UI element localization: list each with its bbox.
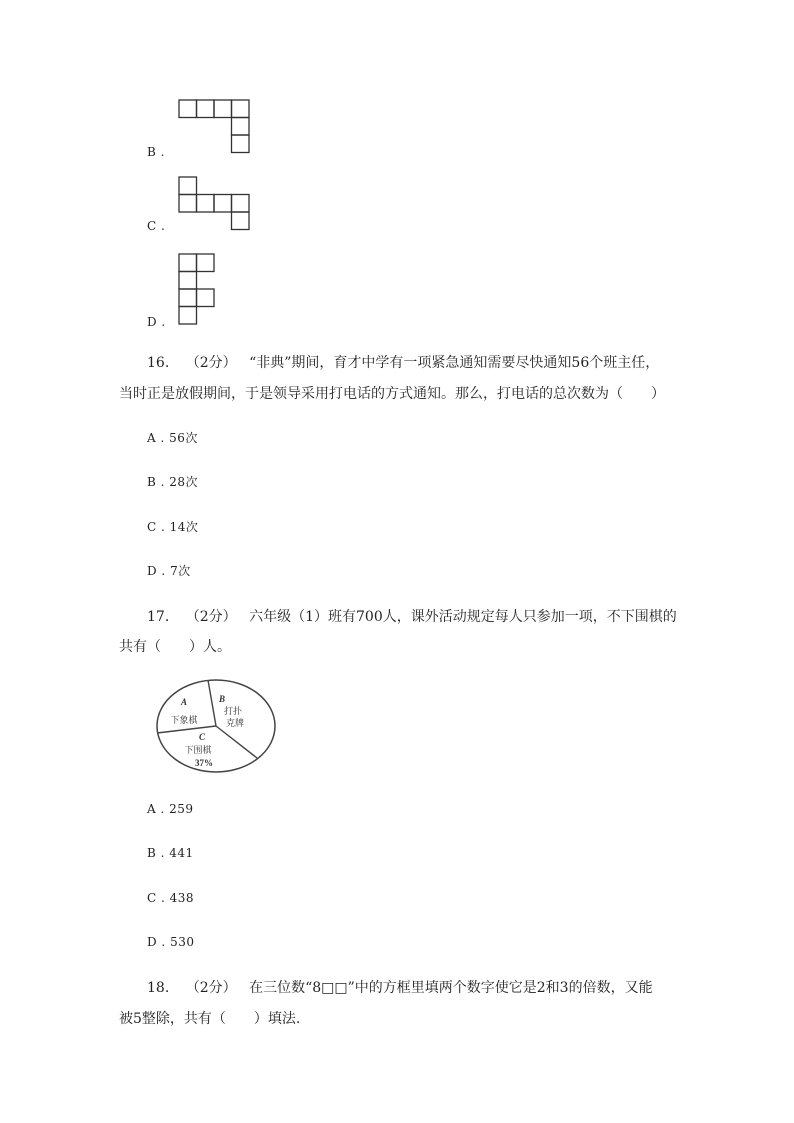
q16-points: （2分） bbox=[185, 355, 237, 371]
q17-option-c[interactable]: C . 438 bbox=[147, 891, 195, 905]
q16-option-b[interactable]: B . 28次 bbox=[147, 475, 199, 489]
net-b-square bbox=[214, 100, 232, 118]
pie-divider bbox=[216, 726, 257, 758]
net-c-square bbox=[197, 195, 215, 213]
activity-pie-chart bbox=[154, 676, 278, 776]
pie-b-letter: B bbox=[218, 694, 226, 704]
q16-option-a[interactable]: A . 56次 bbox=[147, 431, 198, 445]
net-c-square bbox=[179, 195, 197, 213]
net-b-square bbox=[179, 100, 197, 118]
q16-option-c[interactable]: C . 14次 bbox=[147, 520, 199, 534]
q17-option-d[interactable]: D . 530 bbox=[147, 935, 195, 949]
net-d-square bbox=[197, 254, 215, 272]
q17-text-line2: 共有（ ）人。 bbox=[119, 639, 231, 655]
q16-option-d[interactable]: D . 7次 bbox=[147, 564, 191, 578]
option-b-label: B . bbox=[147, 145, 165, 159]
q18-number: 18. bbox=[147, 980, 170, 996]
q16-text-line2: 当时正是放假期间，于是领导采用打电话的方式通知。那么，打电话的总次数为（ ） bbox=[119, 386, 665, 402]
q18-text-line2: 被5整除，共有（ ）填法. bbox=[119, 1011, 301, 1027]
net-d-square bbox=[179, 289, 197, 307]
pie-c-letter: C bbox=[198, 732, 206, 742]
net-d-square bbox=[179, 254, 197, 272]
pie-c-label: 下围棋 bbox=[184, 745, 212, 755]
q17-text-line1: 六年级（1）班有700人，课外活动规定每人只参加一项，不下围棋的 bbox=[249, 609, 677, 625]
q17-points: （2分） bbox=[185, 609, 237, 625]
net-c-square bbox=[214, 195, 232, 213]
net-b-square bbox=[197, 100, 215, 118]
option-d-label: D . bbox=[147, 315, 166, 329]
pie-b-label-2: 克牌 bbox=[225, 718, 245, 728]
pie-a-label: 下象棋 bbox=[170, 715, 198, 725]
net-c-square bbox=[179, 177, 197, 195]
pie-divider bbox=[157, 726, 216, 733]
pie-a-letter: A bbox=[180, 697, 188, 707]
net-d-square bbox=[179, 272, 197, 290]
pie-divider bbox=[208, 680, 216, 726]
q16-number: 16. bbox=[147, 355, 170, 371]
q17-number: 17. bbox=[147, 609, 170, 625]
q16-stem-line1 bbox=[147, 352, 659, 372]
q18-points: （2分） bbox=[185, 980, 237, 996]
q18-stem-line1 bbox=[147, 977, 653, 997]
pie-c-value: 37% bbox=[195, 758, 213, 768]
net-b-figure bbox=[179, 100, 251, 155]
net-d-figure bbox=[179, 254, 219, 328]
q17-stem-line1 bbox=[147, 606, 677, 626]
q17-option-b[interactable]: B . 441 bbox=[147, 846, 194, 860]
net-b-square bbox=[232, 135, 250, 153]
q18-text-line1: 在三位数“8□□”中的方框里填两个数字使它是2和3的倍数，又能 bbox=[249, 980, 653, 996]
net-c-square bbox=[232, 195, 250, 213]
option-c-label: C . bbox=[147, 219, 166, 233]
net-c-figure bbox=[179, 177, 251, 232]
net-d-square bbox=[197, 289, 215, 307]
net-d-square bbox=[179, 307, 197, 325]
net-c-square bbox=[232, 212, 250, 230]
q16-text-line1: “非典”期间，育才中学有一项紧急通知需要尽快通知56个班主任， bbox=[249, 355, 660, 371]
net-b-square bbox=[232, 100, 250, 118]
q17-option-a[interactable]: A . 259 bbox=[147, 802, 194, 816]
net-b-square bbox=[232, 118, 250, 136]
pie-b-label-1: 打扑 bbox=[223, 706, 243, 716]
